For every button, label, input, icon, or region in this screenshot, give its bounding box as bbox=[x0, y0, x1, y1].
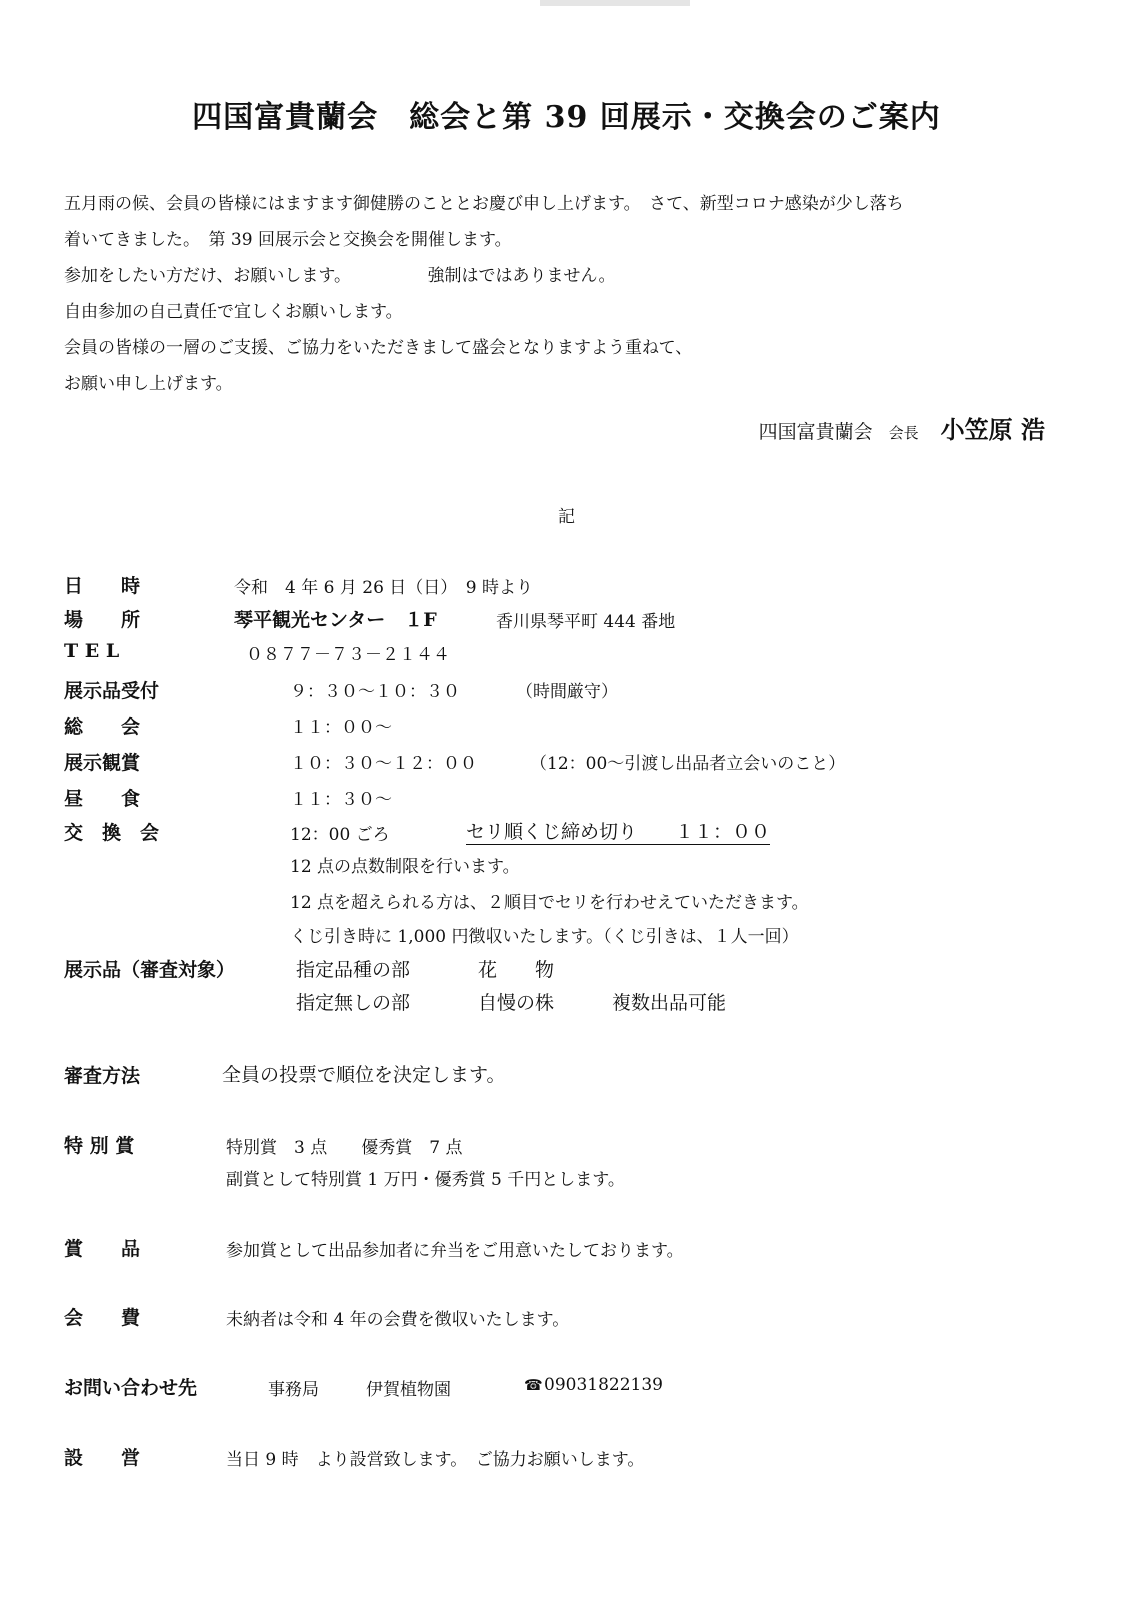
exhibit-item: 自慢の株 bbox=[478, 992, 555, 1014]
contact-label: お問い合わせ先 bbox=[64, 1377, 198, 1399]
tel-value: ０８７７－７３－２１４４ bbox=[246, 645, 450, 665]
intro-line: 着いてきました。 第 39 回展示会と交換会を開催します。 bbox=[64, 230, 512, 250]
special-prize-line2: 副賞として特別賞 1 万円・優秀賞 5 千円とします。 bbox=[226, 1170, 625, 1190]
signature-org: 四国富貴蘭会 bbox=[758, 421, 873, 443]
fee-label: 会 費 bbox=[64, 1307, 141, 1329]
reception-label: 展示品受付 bbox=[64, 680, 160, 702]
judging-label: 審査方法 bbox=[64, 1065, 141, 1087]
intro-paragraph bbox=[64, 186, 1074, 402]
exchange-note: くじ引き時に 1,000 円徴収いたします。（くじ引きは、１人一回） bbox=[290, 927, 799, 947]
signature-name: 小笠原 浩 bbox=[940, 415, 1045, 444]
judging-value: 全員の投票で順位を決定します。 bbox=[222, 1064, 506, 1086]
exchange-note: 12 点を超えられる方は、２順目でセリを行わせえていただきます。 bbox=[290, 893, 809, 913]
exhibit-category: 指定品種の部 bbox=[296, 959, 411, 981]
setup-label: 設 営 bbox=[64, 1447, 141, 1469]
exchange-value: 12：00 ごろ bbox=[290, 825, 390, 845]
exchange-deadline-text: セリ順くじ締め切り １１：００ bbox=[466, 821, 771, 843]
viewing-label: 展示観賞 bbox=[64, 752, 141, 774]
scan-artifact bbox=[540, 0, 690, 6]
fee-value: 未納者は令和 4 年の会費を徴収いたします。 bbox=[226, 1310, 570, 1330]
prize-value: 参加賞として出品参加者に弁当をご用意いたしております。 bbox=[226, 1241, 684, 1261]
special-prize-label: 特 別 賞 bbox=[64, 1135, 135, 1157]
viewing-note: （12：00～引渡し出品者立会いのこと） bbox=[530, 754, 846, 774]
exhibit-category: 指定無しの部 bbox=[296, 992, 411, 1014]
lunch-label: 昼 食 bbox=[64, 788, 141, 810]
datetime-value: 令和 4 年 6 月 26 日（日） 9 時より bbox=[234, 578, 534, 598]
exchange-note: 12 点の点数制限を行います。 bbox=[290, 857, 520, 877]
exhibit-extra: 複数出品可能 bbox=[612, 992, 727, 1014]
prize-label: 賞 品 bbox=[64, 1238, 141, 1260]
contact-org: 伊賀植物園 bbox=[366, 1380, 451, 1400]
exhibit-item: 花 物 bbox=[478, 959, 555, 981]
viewing-value: １０：３０～１２：００ bbox=[290, 754, 477, 774]
general-meeting-value: １１：００～ bbox=[290, 718, 392, 738]
exchange-deadline bbox=[466, 817, 770, 844]
general-meeting-label: 総 会 bbox=[64, 716, 141, 738]
place-venue: 琴平観光センター １F bbox=[234, 609, 437, 631]
phone-icon: ☎ bbox=[524, 1376, 543, 1394]
reception-value: ９：３０～１０：３０ bbox=[290, 682, 460, 702]
signature-role: 会長 bbox=[888, 424, 919, 442]
ki-heading: 記 bbox=[558, 507, 575, 527]
intro-line: 会員の皆様の一層のご支援、ご協力をいただきまして盛会となりますよう重ねて、 bbox=[64, 338, 693, 358]
contact-phone: 09031822139 bbox=[544, 1375, 663, 1395]
place-label: 場 所 bbox=[64, 609, 141, 631]
reception-note: （時間厳守） bbox=[516, 682, 618, 702]
exhibits-label: 展示品（審査対象） bbox=[64, 959, 236, 981]
intro-line: お願い申し上げます。 bbox=[64, 374, 233, 394]
exchange-label: 交 換 会 bbox=[64, 822, 160, 844]
lunch-value: １１：３０～ bbox=[290, 790, 392, 810]
intro-line: 自由参加の自己責任で宜しくお願いします。 bbox=[64, 302, 403, 322]
datetime-label: 日 時 bbox=[64, 575, 141, 597]
place-address: 香川県琴平町 444 番地 bbox=[496, 612, 676, 632]
setup-value: 当日 9 時 より設営致します。 ご協力お願いします。 bbox=[226, 1450, 645, 1470]
special-prize-line1: 特別賞 3 点 優秀賞 7 点 bbox=[226, 1138, 463, 1158]
intro-line: 五月雨の候、会員の皆様にはますます御健勝のこととお慶び申し上げます。 さて、新型コロナ感染が少し落ち bbox=[64, 194, 904, 214]
tel-label: T E L bbox=[64, 640, 120, 662]
page-title: 四国富貴蘭会 総会と第 39 回展示・交換会のご案内 bbox=[192, 100, 941, 135]
signature bbox=[759, 410, 1045, 445]
contact-phone-wrap bbox=[524, 1375, 663, 1395]
contact-office: 事務局 bbox=[268, 1380, 319, 1400]
intro-line: 参加をしたい方だけ、お願いします。 強制はではありません。 bbox=[64, 266, 616, 286]
